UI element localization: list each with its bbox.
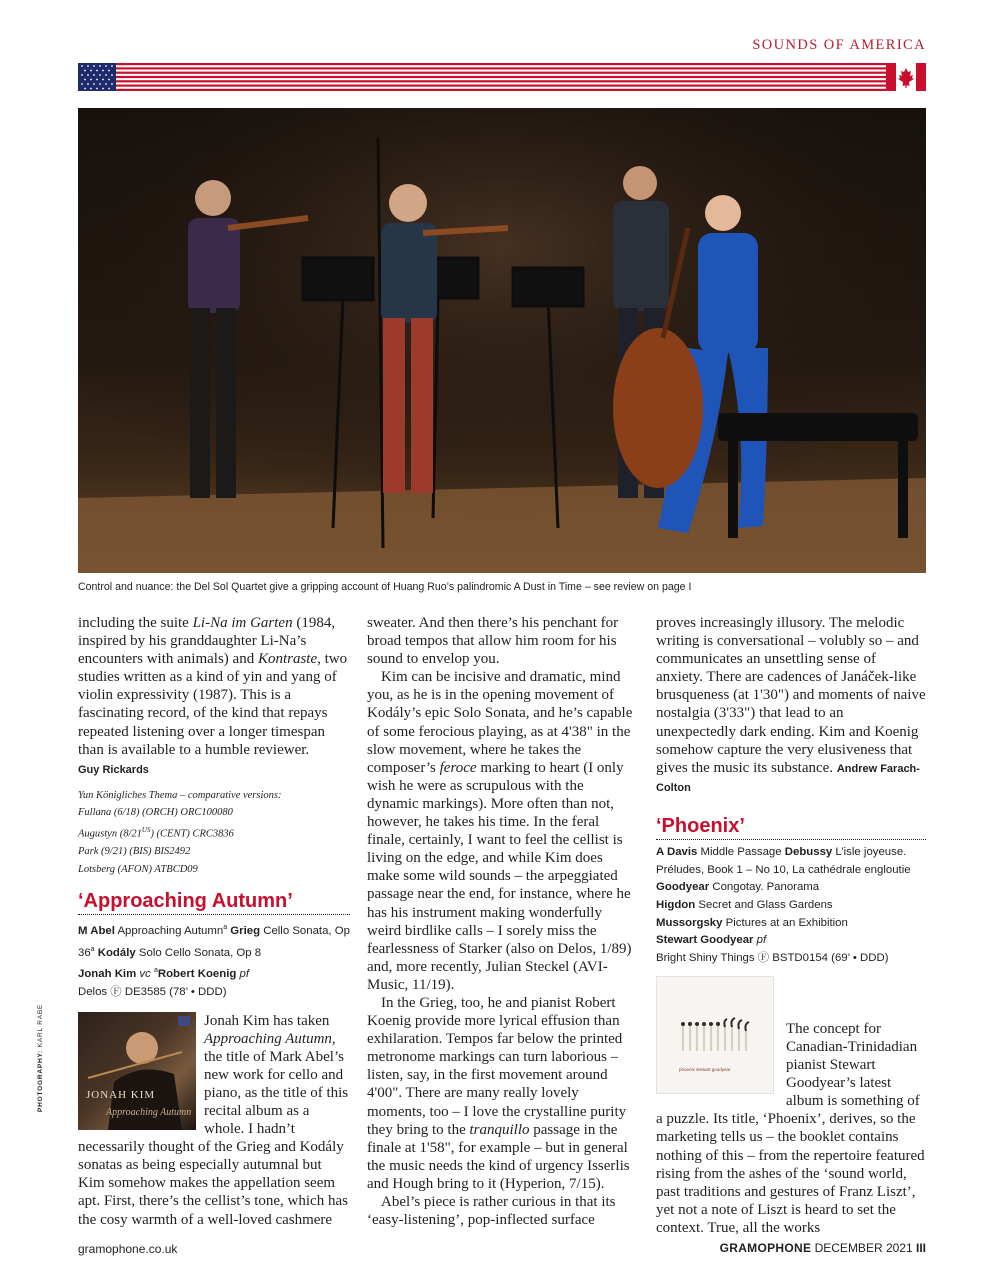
review-title: ‘Approaching Autumn’: [78, 890, 350, 915]
flag-bar: [78, 63, 926, 91]
comparative-heading: Yun Königliches Thema – comparative versions:: [78, 789, 282, 801]
concert-photo-illustration: [78, 108, 926, 573]
comparative-item: Park (9/21) (BIS) BIS2492: [78, 846, 191, 858]
cover-title: Approaching Autumn: [106, 1106, 192, 1118]
album-cover-approaching-autumn: [78, 1012, 196, 1130]
paragraph: Jonah Kim has taken Approaching Autumn, the title of Mark Abel’s new work for cello and piano, as the title of this recital album as a whole. I hadn’t necessarily thought of the Grieg and Kodály sonatas as being especially autumnal but Kim somehow makes the appellation seem apt. First, there’s the cellist’s tone, which has the cosy warmth of a well-loved cashmere: [78, 1012, 349, 1228]
comparative-item: Augustyn $(8/21^{US})$ (CENT) CRC3836: [78, 826, 234, 840]
cover-title: phoenix stewart goodyear: [679, 1066, 731, 1072]
column-1: [78, 614, 350, 1229]
comparative-item: Fullana (6/18) (ORCH) ORC100080: [78, 807, 233, 819]
us-canton-icon: [78, 63, 116, 91]
paragraph: including the suite Li-Na im Garten (1984, inspired by his granddaughter Li-Na’s encounters with animals) and Kontraste, two studies written as a kind of yin and yang of violin expressivity (1987). This is a fascinating record, of the kind that repays repeated listening over a longer timespan than is available to a humble reviewer.: [78, 615, 348, 758]
review-meta: A Davis Middle Passage Debussy L’isle joyeuse. Préludes, Book 1 – No 10, La cathédrale engloutie Goodyear Congotay. Panorama Higdon Secret and Glass Gardens Mussorgsky Pictures at an Exhibition Stewart Goodyear pf Bright Shiny Things Ⓕ BSTD0154 (69’ • DDD): [656, 845, 911, 965]
footer-folio: GRAMOPHONE DECEMBER 2021 III: [719, 1241, 926, 1255]
comparative-item: Lotsberg (AFON) ATBCD09: [78, 863, 198, 875]
concert-photo: [78, 108, 926, 573]
photo-credit: PHOTOGRAPHY: KARL RABE: [37, 1003, 44, 1112]
column-3: [656, 614, 926, 1237]
paragraph: In the Grieg, too, he and pianist Robert Koenig provide more lyrical effusion than exhilaration. Tempos far below the printed metronome markings can turn laborious – listen, say, in the first movement around 4'00". There are many really lovely moments, too – I love the crystalline purity they bring to the tranquillo passage in the finale at 1'58", for example – but in general the music needs the kind of urgency Isserlis and Hough bring to it (Hyperion, 7/15).: [367, 994, 630, 1192]
cover-artist: JONAH KIM: [86, 1088, 156, 1101]
paragraph: Kim can be incisive and dramatic, mind you, as he is in the opening movement of Kodály’s epic Solo Sonata, and he’s capable of some ferocious playing, as at 4'38" in the slow movement, where he takes the composer’s feroce marking to heart (I only wish he were as scrupulous with the dynamic markings). More often than not, however, he takes his time. In the feral finale, certainly, I want to feel the cellist is living on the edge, and while Kim does make some wild sounds – the arpeggiated passage near the end, for instance, where he has his instrument making wonderfully weird birdlike calls – I sorely miss the fearlessness of Starker (also on Delos, 1/89) and, more recently, Julian Steckel (AVI-Music, 11/19).: [367, 669, 633, 993]
paragraph: Abel’s piece is rather curious in that its ‘easy-listening’, pop-inflected surface: [367, 1194, 616, 1229]
reviewer-name: Guy Rickards: [78, 763, 149, 776]
photo-caption: Control and nuance: the Del Sol Quartet give a gripping account of Huang Ruo’s palindromic A Dust in Time – see review on page I: [78, 581, 692, 593]
column-2: [367, 614, 637, 1229]
album-cover-phoenix: [656, 976, 774, 1094]
section-header: SOUNDS OF AMERICA: [752, 37, 926, 53]
canada-flag-icon: [886, 63, 926, 91]
paragraph: sweater. And then there’s his penchant for broad tempos that allow him room for his sound to envelop you.: [367, 615, 619, 668]
footer-site: gramophone.co.uk: [78, 1242, 178, 1256]
review-title: ‘Phoenix’: [656, 815, 926, 840]
paragraph: proves increasingly illusory. The melodic writing is conversational – volubly so – and communicates an unsettling sense of anxiety. There are cadences of Janáček-like brusqueness (at 1'30") and moments of naive nostalgia (3'33") that lead to an unexpectedly dark ending. Kim and Koenig somehow capture the very elusiveness that gives the music its substance. Andrew Farach-Colton: [656, 615, 926, 794]
review-meta: M Abel Approaching Autumn$^a$ Grieg Cello Sonata, Op 36$^a$ Kodály Solo Cello Sonata, Op 8 Jonah Kim vc $^a$Robert Koenig pf Delos Ⓕ DE3585 (78’ • DDD): [78, 924, 350, 998]
reviewer-name: Andrew Farach-Colton: [656, 762, 920, 794]
paragraph: The concept for Canadian-Trinidadian pianist Stewart Goodyear’s latest album is something of a puzzle. Its title, ‘Phoenix’, derives, so the marketing tells us – the booklet contains nothing of this – from the repertoire featured rising from the ashes of the ‘sound world, past traditions and gestures of Franz Liszt’, yet not a note of Liszt is heard to set the context. True, all the works: [656, 1020, 925, 1236]
flag-stripes: [78, 63, 926, 91]
